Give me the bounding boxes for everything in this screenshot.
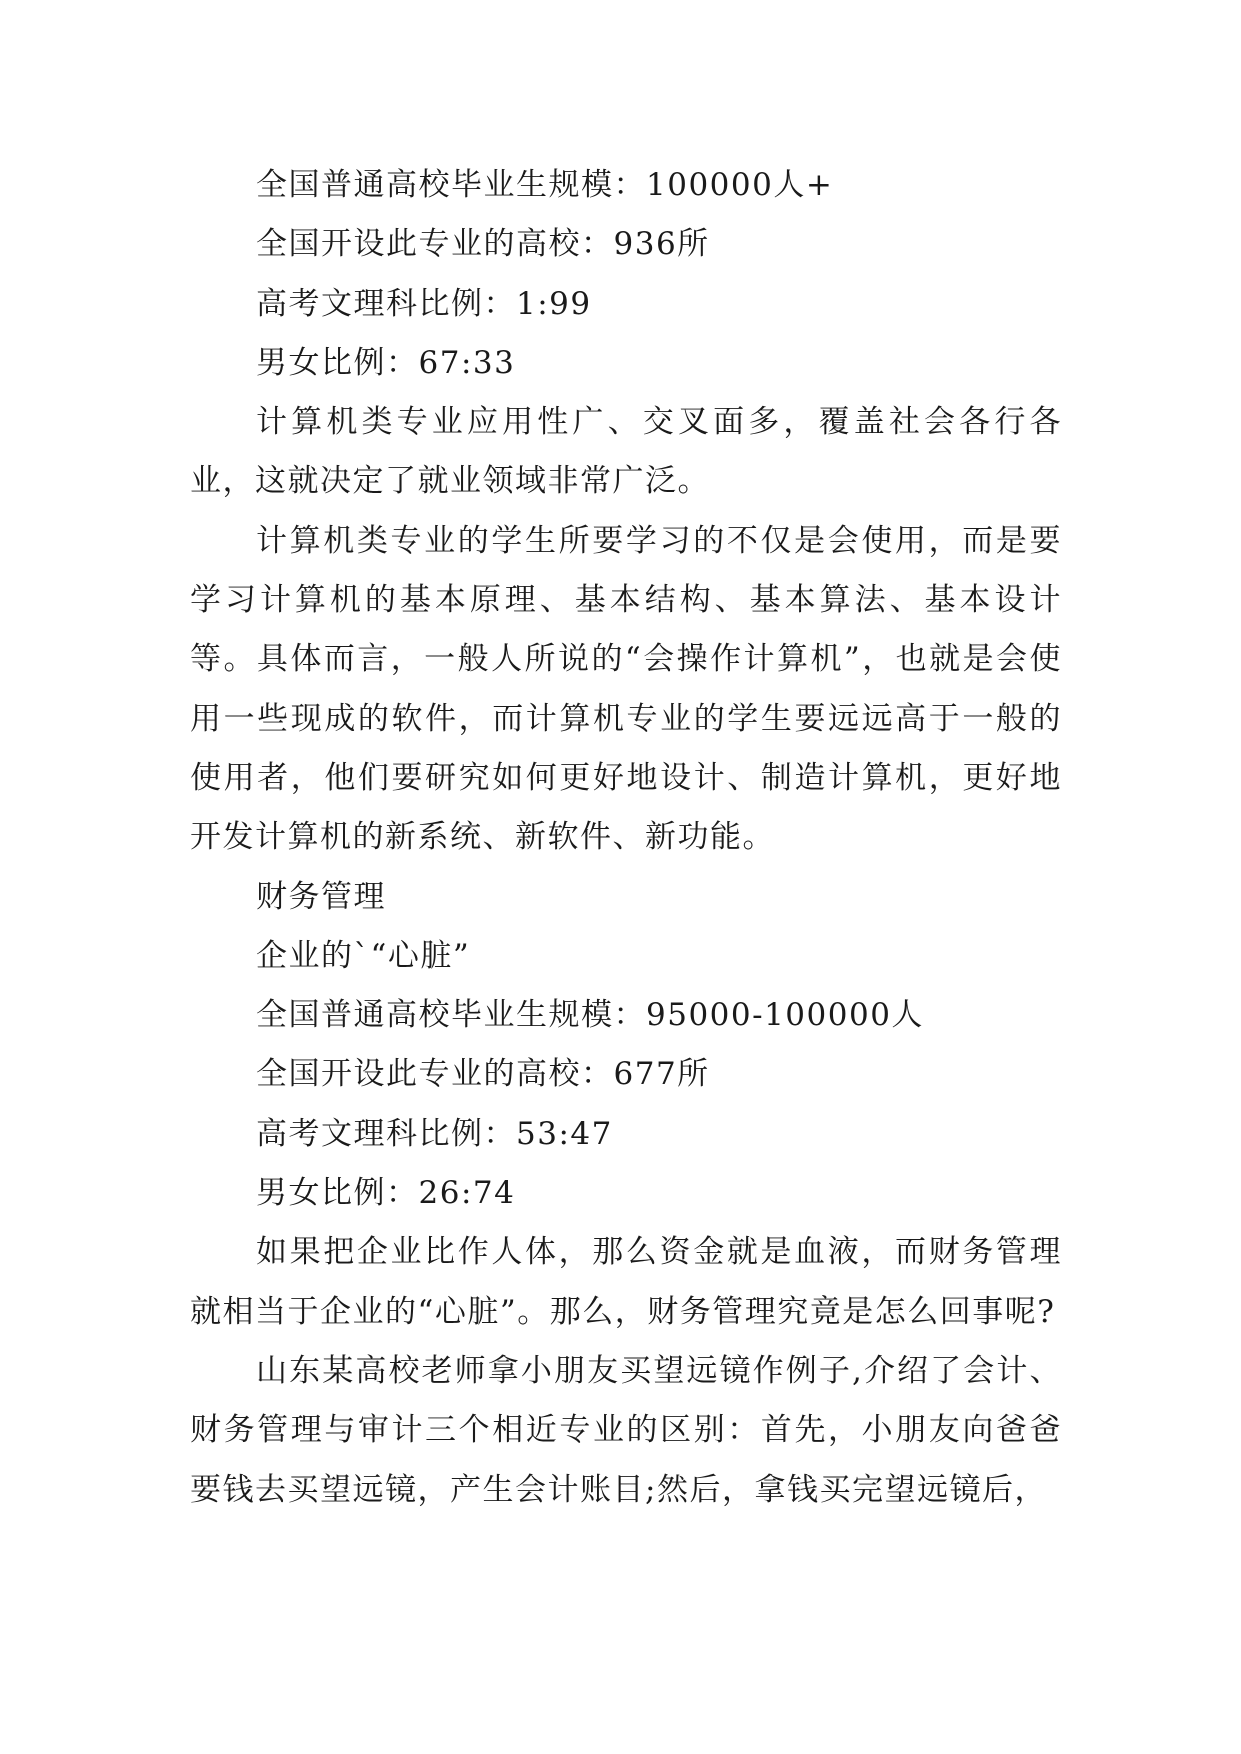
paragraph-graduates-scale-fm: 全国普通高校毕业生规模：95000-100000人: [256, 997, 924, 1034]
paragraph-universities-count-fm: 全国开设此专业的高校：677所: [256, 1056, 710, 1093]
paragraph-gender-ratio-fm: 男女比例：26:74: [256, 1175, 516, 1212]
paragraph-arts-science-ratio-fm: 高考文理科比例：53:47: [256, 1115, 613, 1152]
paragraph-universities-count-cs: 全国开设此专业的高校：936所: [256, 226, 710, 263]
paragraph-cs-application: 计算机类专业应用性广、交叉面多，覆盖社会各行各业，这就决定了就业领域非常广泛。: [190, 404, 1062, 500]
paragraph-cs-study-content: 计算机类专业的学生所要学习的不仅是会使用，而是要学习计算机的基本原理、基本结构、基本算法、基本设计等。具体而言，一般人所说的“会操作计算机”，也就是会使用一些现成的软件，而计算机专业的学生要远远高于一般的使用者，他们要研究如何更好地设计、制造计算机，更好地开发计算机的新系统、新软件、新功能。: [190, 522, 1062, 856]
paragraph-fm-heart-metaphor: 如果把企业比作人体，那么资金就是血液，而财务管理就相当于企业的“心脏”。那么，财务管理究竟是怎么回事呢?: [190, 1234, 1062, 1330]
paragraph-telescope-example: 山东某高校老师拿小朋友买望远镜作例子,介绍了会计、财务管理与审计三个相近专业的区别：首先，小朋友向爸爸要钱去买望远镜，产生会计账目;然后，拿钱买完望远镜后，: [190, 1352, 1062, 1508]
document-body: [190, 156, 1062, 1520]
section-subheading-heart: 企业的`“心脏”: [256, 937, 471, 974]
section-heading-financial-management: 财务管理: [256, 878, 386, 915]
paragraph-arts-science-ratio-cs: 高考文理科比例：1:99: [256, 285, 592, 322]
paragraph-gender-ratio-cs: 男女比例：67:33: [256, 344, 516, 381]
paragraph-graduates-scale-cs: 全国普通高校毕业生规模：100000人+: [256, 167, 834, 203]
